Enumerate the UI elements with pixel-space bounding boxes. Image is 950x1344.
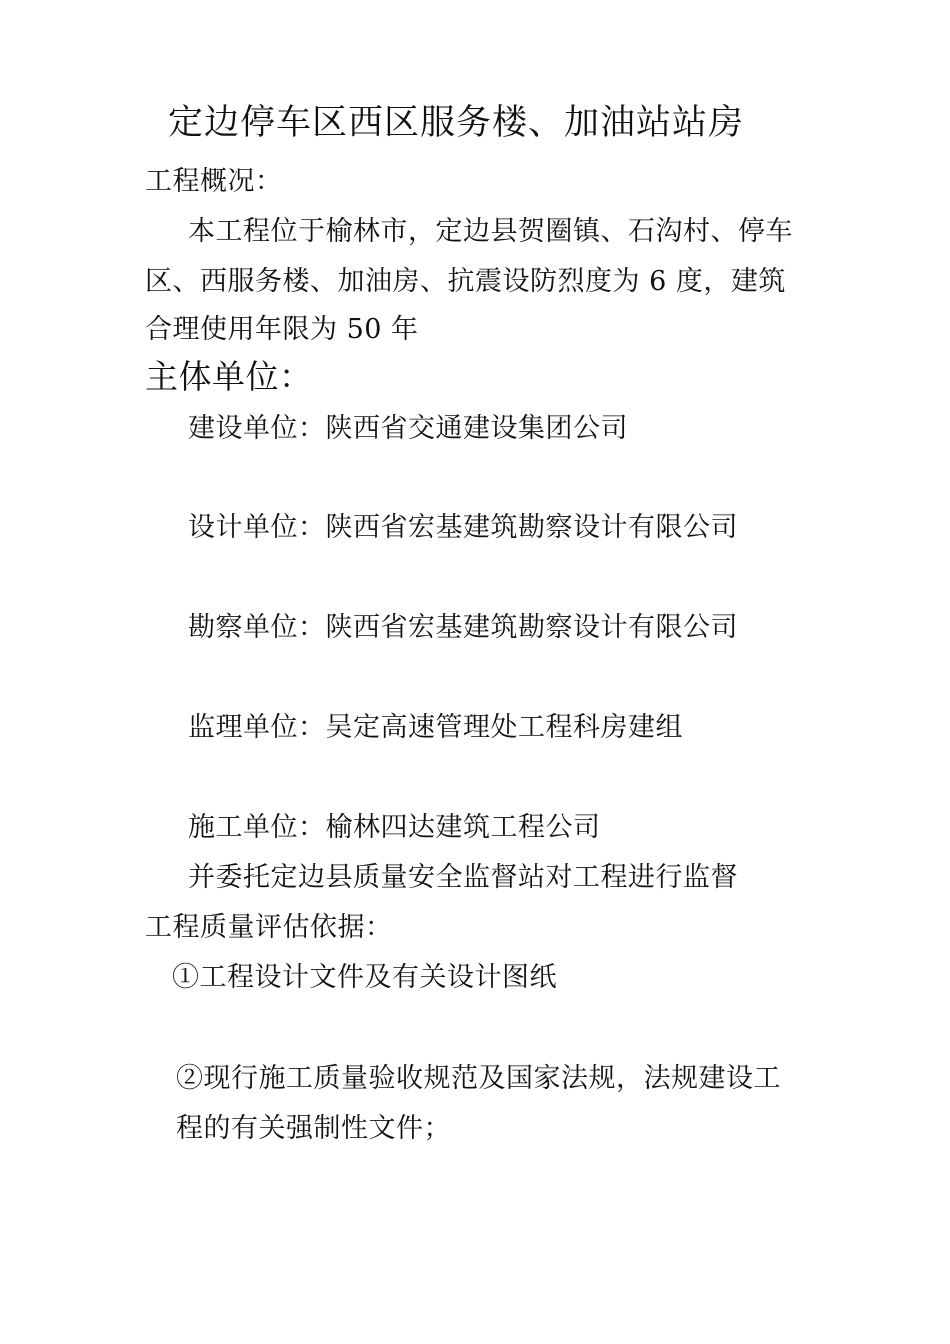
document-title: 定边停车区西区服务楼、加油站站房	[168, 103, 745, 143]
basis-item-2: ②现行施工质量验收规范及国家法规，法规建设工	[176, 1063, 781, 1094]
unit-construction-owner: 建设单位：陕西省交通建设集团公司	[188, 413, 628, 444]
overview-label: 工程概况：	[145, 166, 283, 197]
overview-line-2: 区、西服务楼、加油房、抗震设防烈度为 6 度，建筑	[145, 266, 786, 297]
unit-supervisor: 监理单位：吴定高速管理处工程科房建组	[188, 712, 683, 743]
overview-line-1: 本工程位于榆林市，定边县贺圈镇、石沟村、停车	[188, 216, 793, 247]
basis-item-2-continued: 程的有关强制性文件；	[176, 1113, 451, 1144]
basis-item-1: ①工程设计文件及有关设计图纸	[172, 962, 557, 993]
unit-contractor: 施工单位：榆林四达建筑工程公司	[188, 812, 601, 843]
unit-designer: 设计单位：陕西省宏基建筑勘察设计有限公司	[188, 512, 738, 543]
supervision-note: 并委托定边县质量安全监督站对工程进行监督	[188, 862, 738, 893]
basis-label: 工程质量评估依据：	[145, 912, 393, 943]
unit-surveyor: 勘察单位：陕西省宏基建筑勘察设计有限公司	[188, 612, 738, 643]
overview-line-3: 合理使用年限为 50 年	[145, 314, 419, 345]
units-heading: 主体单位：	[145, 357, 313, 396]
